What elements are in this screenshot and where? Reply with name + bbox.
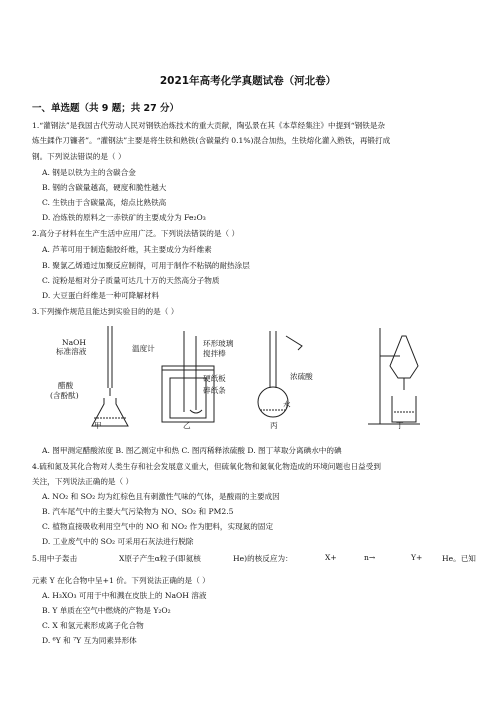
q1-option-c: C. 生铁由于含碳量高，熔点比熟铁高	[42, 198, 167, 207]
q5-fragment-f: Y+	[411, 553, 423, 562]
q2-option-d: D. 大豆蛋白纤维是一种可降解材料	[42, 291, 159, 300]
fig-caption-yi: 乙	[183, 421, 191, 430]
q2-option-c: C. 淀粉是相对分子质量可达几十万的天然高分子物质	[42, 276, 220, 285]
fig-caption-ding: 丁	[396, 421, 404, 430]
q5-option-a: A. H₃XO₃ 可用于中和溅在皮肤上的 NaOH 溶液	[42, 591, 207, 600]
q5-option-c: C. X 和氢元素形成离子化合物	[42, 621, 144, 630]
q2-option-b: B. 聚氯乙烯通过加聚反应制得，可用于制作不粘锅的耐热涂层	[42, 261, 250, 270]
fig-label-thermometer: 温度计	[132, 344, 155, 353]
fig-label-water: 水	[283, 400, 291, 409]
section-heading: 一、单选题（共 9 题；共 27 分）	[32, 103, 180, 114]
fig-label-stirrer-2: 搅拌棒	[203, 349, 226, 358]
q1-stem-line-3: 钢。下列说法错误的是（ ）	[32, 152, 126, 161]
fig-label-acetic-acid: 醋酸	[58, 381, 74, 390]
q4-option-b: B. 汽车尾气中的主要大气污染物为 NO、SO₂ 和 PM2.5	[42, 507, 234, 516]
q2-option-a: A. 芦苇可用于制造黏胶纤维，其主要成分为纤维素	[42, 245, 212, 254]
q5-fragment-c: He)的核反应为：	[233, 554, 293, 563]
q3-apparatus-figure	[50, 326, 470, 431]
fig-label-cardboard: 硬纸板	[203, 374, 226, 383]
fig-label-standard-solution: 标准溶液	[56, 347, 87, 356]
q5-option-d: D. ⁶Y 和 ⁷Y 互为同素异形体	[42, 636, 137, 645]
q1-option-d: D. 冶炼铁的原料之一赤铁矿的主要成分为 Fe₂O₃	[42, 213, 206, 222]
fig-label-phenolphthalein: (含酚酞)	[50, 391, 79, 400]
q5-fragment-b: X原子产生α粒子(即氦核	[119, 554, 201, 563]
fig-label-sulfuric-acid: 浓硫酸	[290, 372, 313, 381]
q1-option-b: B. 钢的含碳量越高，硬度和脆性越大	[42, 183, 167, 192]
q5-option-b: B. Y 单质在空气中燃烧的产物是 Y₂O₂	[42, 606, 171, 615]
q5-fragment-d: X+	[325, 553, 337, 562]
q3-stem: 3.下列操作规范且能达到实验目的的是（ ）	[32, 307, 179, 316]
q5-stem-line-2: 元素 Y 在化合物中呈+1 价。下列说法正确的是（ ）	[32, 576, 210, 585]
q1-stem-line-2: 炼生鍒作刀镰者”。“灌钢法”主要是将生铁和熟铁(含碳量约 0.1%)混合加热，生铁熔化灌入熟铁，再锻打成	[32, 136, 391, 145]
q4-stem-line-1: 4.硫和氮及其化合物对人类生存和社会发展意义重大，但硫氧化物和氮氧化物造成的环境问题也日益受到	[32, 462, 381, 471]
q4-option-d: D. 工业废气中的 SO₂ 可采用石灰法进行脱除	[42, 537, 194, 546]
q5-fragment-e: n→	[364, 553, 376, 562]
fig-label-paper-strips: 碎纸条	[203, 386, 226, 395]
fig-label-stirrer-1: 环形玻璃	[203, 339, 234, 348]
page-title: 2021年高考化学真题试卷（河北卷）	[159, 75, 337, 87]
q5-fragment-g: He。已知	[442, 554, 476, 563]
fig-caption-jia: 甲	[94, 421, 102, 430]
q4-option-a: A. NO₂ 和 SO₂ 均为红棕色且有刺激性气味的气体，是酸雨的主要成因	[42, 492, 280, 501]
q3-options: A. 图甲测定醋酸浓度 B. 图乙测定中和热 C. 图丙稀释浓硫酸 D. 图丁萃取分离碘水中的碘	[42, 446, 342, 455]
fig-label-naoh: NaOH	[62, 338, 87, 347]
fig-caption-bing: 丙	[270, 421, 278, 430]
q4-stem-line-2: 关注，下列说法正确的是（ ）	[32, 477, 134, 486]
q1-option-a: A. 钢是以铁为主的含碳合金	[42, 168, 136, 177]
q4-option-c: C. 植物直接吸收利用空气中的 NO 和 NO₂ 作为肥料，实现氮的固定	[42, 522, 274, 531]
q2-stem: 2.高分子材料在生产生活中应用广泛。下列说法错误的是（ ）	[32, 229, 240, 238]
q1-stem-line-1: 1.“灌钢法”是我国古代劳动人民对钢铁冶炼技术的重大贡献，陶弘景在其《本草经集注》中提到“钢铁是杂	[32, 121, 386, 130]
q5-fragment-a: 5.用中子轰击	[32, 554, 78, 563]
